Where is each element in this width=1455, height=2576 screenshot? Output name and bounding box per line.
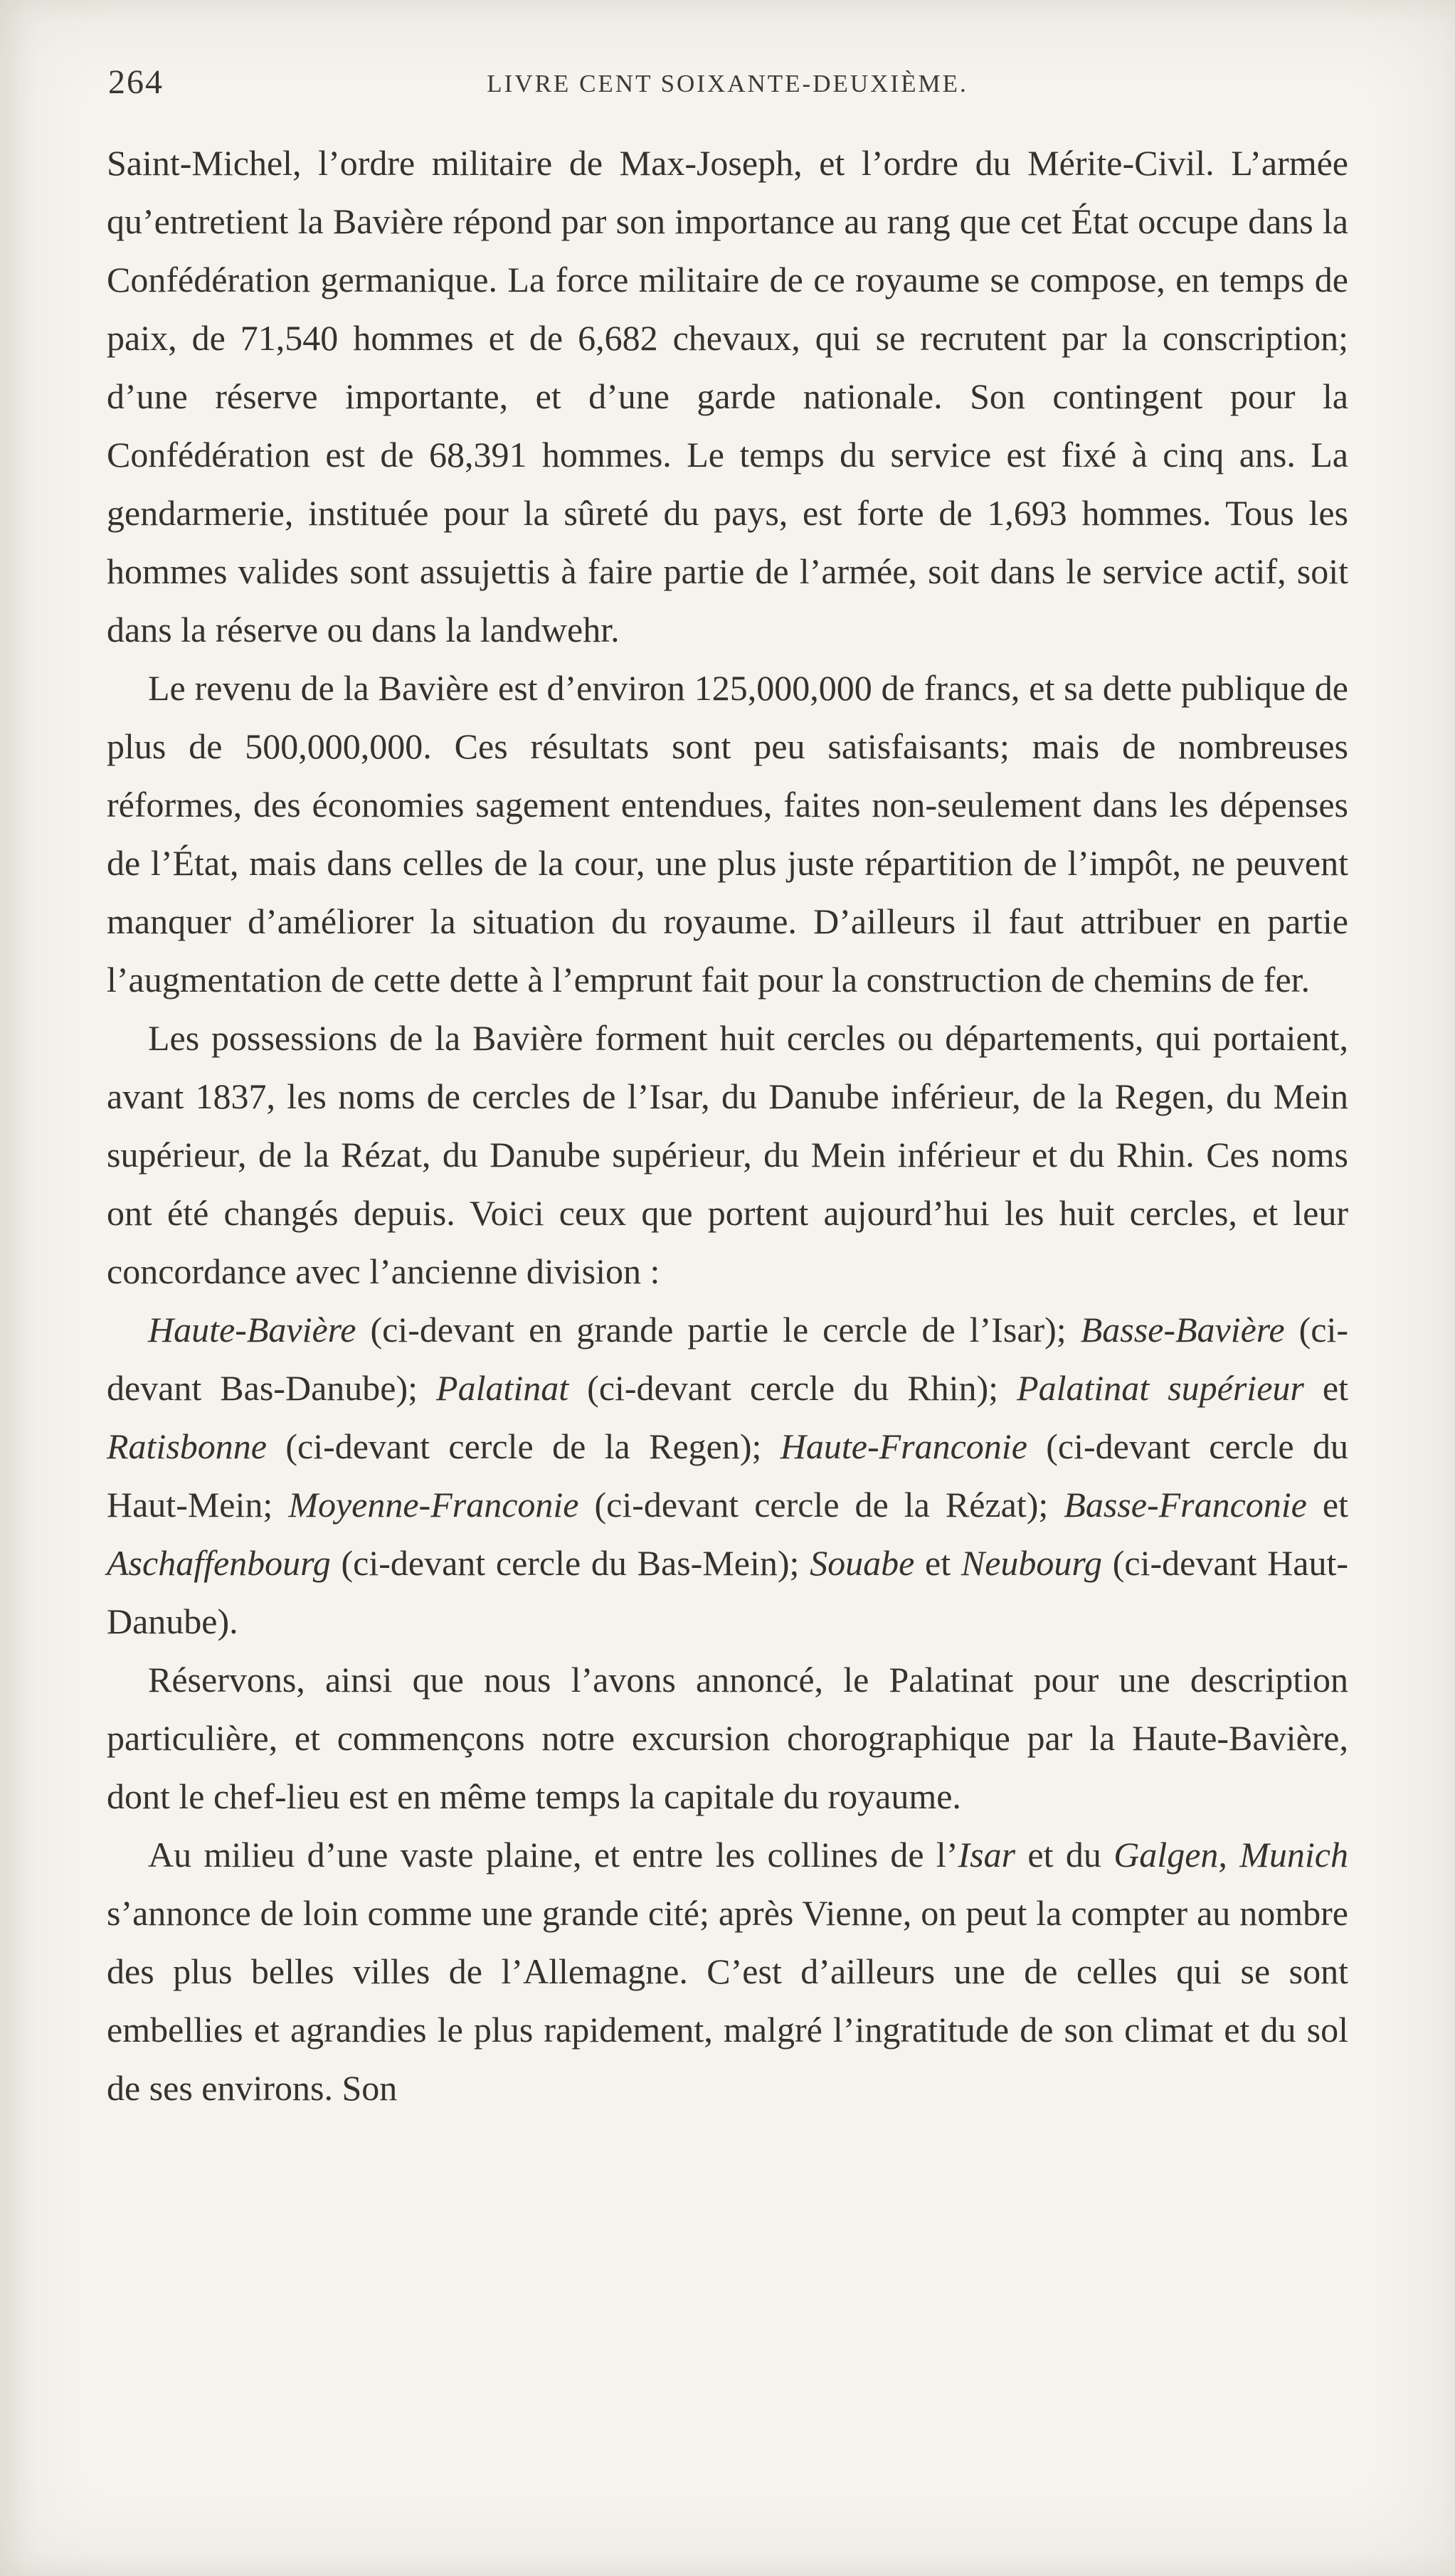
paragraph	[107, 1650, 1348, 1825]
paragraph	[107, 1009, 1348, 1300]
text-run: Réservons, ainsi que nous l’avons annoncé, le Palatinat pour une description particulière, et commençons notre excursion chorographique par la Haute-Bavière, dont le chef-lieu est en même temps la capitale du royaume.	[107, 1660, 1348, 1816]
italic-text-run: Isar	[958, 1835, 1016, 1875]
italic-text-run: Moyenne-Franconie	[288, 1485, 579, 1525]
text-run: Saint-Michel, l’ordre militaire de Max-Joseph, et l’ordre du Mérite-Civil. L’armée qu’entretient la Bavière répond par son importance au rang que cet État occupe dans la Confédération germanique. La force militaire de ce royaume se compose, en temps de paix, de 71,540 hommes et de 6,682 chevaux, qui se recrutent par la conscription; d’une réserve importante, et d’une garde nationale. Son contingent pour la Confédération est de 68,391 hommes. Le temps du service est fixé à cinq ans. La gendarmerie, instituée pour la sûreté du pays, est forte de 1,693 hommes. Tous les hommes valides sont assujettis à faire partie de l’armée, soit dans le service actif, soit dans la réserve ou dans la landwehr.	[107, 143, 1348, 650]
text-run: Au milieu d’une vaste plaine, et entre les collines de l’	[148, 1835, 958, 1875]
paragraph	[107, 659, 1348, 1009]
text-run: s’annonce de loin comme une grande cité; après Vienne, on peut la compter au nombre des plus belles villes de l’Allemagne. C’est d’ailleurs une de celles qui se sont embellies et agrandies le plus rapidement, malgré l’ingratitude de son climat et du sol de ses environs. Son	[107, 1893, 1348, 2108]
italic-text-run: Palatinat	[436, 1368, 569, 1408]
italic-text-run: Haute-Bavière	[148, 1310, 356, 1350]
paragraph	[107, 134, 1348, 659]
italic-text-run: Palatinat supérieur	[1017, 1368, 1304, 1408]
text-run: (ci-devant cercle du Haut-Mein;	[107, 1426, 1348, 1525]
paragraph	[107, 1825, 1348, 2117]
italic-text-run: Souabe	[810, 1543, 915, 1583]
italic-text-run: Basse-Bavière	[1080, 1310, 1285, 1350]
text-run: Le revenu de la Bavière est d’environ 125,000,000 de francs, et sa dette publique de plus de 500,000,000. Ces résultats sont peu satisfaisants; mais de nombreuses réformes, des économies sagement entendues, faites non-seulement dans les dépenses de l’État, mais dans celles de la cour, une plus juste répartition de l’impôt, ne peuvent manquer d’améliorer la situation du royaume. D’ailleurs il faut attribuer en partie l’augmentation de cette dette à l’emprunt fait pour la construction de chemins de fer.	[107, 668, 1348, 1000]
text-run: (ci-devant cercle de la Regen);	[266, 1426, 781, 1466]
paragraph	[107, 1300, 1348, 1650]
text-run: (ci-devant Bas-Danube);	[107, 1310, 1348, 1408]
running-title: LIVRE CENT SOIXANTE-DEUXIÈME.	[487, 70, 968, 97]
text-run: et	[1303, 1368, 1348, 1408]
italic-text-run: Basse-Franconie	[1064, 1485, 1307, 1525]
italic-text-run: Haute-Franconie	[780, 1426, 1027, 1466]
page-body	[107, 134, 1348, 2117]
page-header	[107, 63, 1348, 115]
text-run: et	[1306, 1485, 1348, 1525]
text-run: (ci-devant cercle du Rhin);	[568, 1368, 1017, 1408]
italic-text-run: Galgen, Munich	[1113, 1835, 1348, 1875]
text-run: et du	[1015, 1835, 1114, 1875]
text-run: Les possessions de la Bavière forment huit cercles ou départements, qui portaient, avant 1837, les noms de cercles de l’Isar, du Danube inférieur, de la Regen, du Mein supérieur, de la Rézat, du Danube supérieur, du Mein inférieur et du Rhin. Ces noms ont été changés depuis. Voici ceux que portent aujourd’hui les huit cercles, et leur concordance avec l’ancienne division :	[107, 1018, 1348, 1291]
text-run: (ci-devant cercle de la Rézat);	[578, 1485, 1064, 1525]
page-number: 264	[108, 63, 164, 101]
italic-text-run: Aschaffenbourg	[107, 1543, 331, 1583]
text-run: (ci-devant en grande partie le cercle de l’Isar);	[356, 1310, 1081, 1350]
text-run: (ci-devant Haut-Danube).	[107, 1543, 1348, 1641]
italic-text-run: Neubourg	[961, 1543, 1103, 1583]
italic-text-run: Ratisbonne	[107, 1426, 267, 1466]
text-run: et	[914, 1543, 961, 1583]
text-run: (ci-devant cercle du Bas-Mein);	[330, 1543, 810, 1583]
